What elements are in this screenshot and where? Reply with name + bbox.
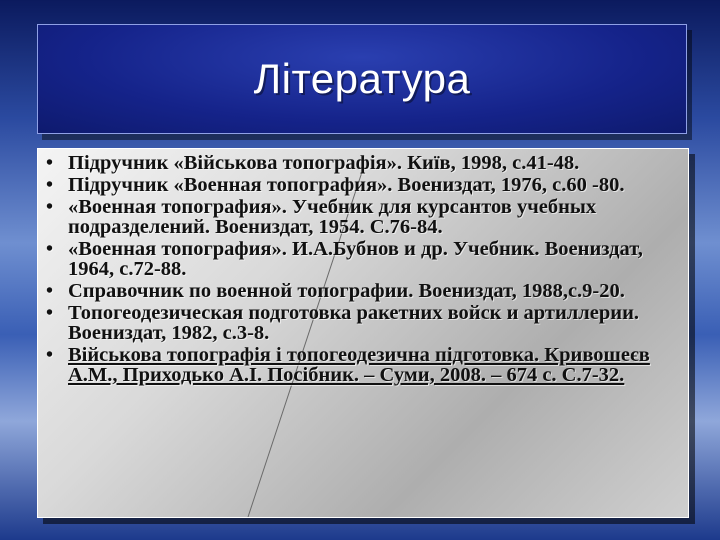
title-box: [37, 24, 687, 134]
reference-item: [46, 174, 678, 196]
reference-link-text[interactable]: Військова топографія і топогеодезична підготовка. Кривошеєв А.М., Приходько А.І. Посібник. – Суми, 2008. – 674 с. С.7-32.: [68, 344, 650, 386]
reference-item: [46, 280, 678, 302]
reference-item: [46, 196, 678, 238]
bullet-icon: •: [46, 238, 54, 260]
bullet-icon: •: [46, 174, 54, 196]
bullet-icon: •: [46, 152, 54, 174]
reference-text: Топогеодезическая подготовка ракетних войск и артиллерии. Воениздат, 1982, с.3-8.: [68, 302, 640, 344]
bullet-icon: •: [46, 302, 54, 324]
bullet-icon: •: [46, 344, 54, 366]
reference-item: [46, 238, 678, 280]
reference-item: [46, 302, 678, 344]
reference-item: [46, 152, 678, 174]
slide-title: Література: [253, 55, 471, 102]
reference-item-link[interactable]: [46, 344, 678, 386]
reference-text: Справочник по военной топографии. Воениздат, 1988,с.9-20.: [68, 280, 625, 302]
reference-text: Підручник «Военная топография». Воениздат, 1976, с.60 -80.: [68, 174, 625, 196]
bullet-icon: •: [46, 280, 54, 302]
references-box: [37, 148, 689, 518]
reference-text: «Военная топография». Учебник для курсантов учебных подразделений. Воениздат, 1954. С.76-84.: [68, 196, 597, 238]
references-list: [38, 153, 678, 387]
bullet-icon: •: [46, 196, 54, 218]
reference-text: Підручник «Військова топографія». Київ, 1998, с.41-48.: [68, 152, 580, 174]
reference-text: «Военная топография». И.А.Бубнов и др. Учебник. Воениздат, 1964, с.72-88.: [68, 238, 643, 280]
